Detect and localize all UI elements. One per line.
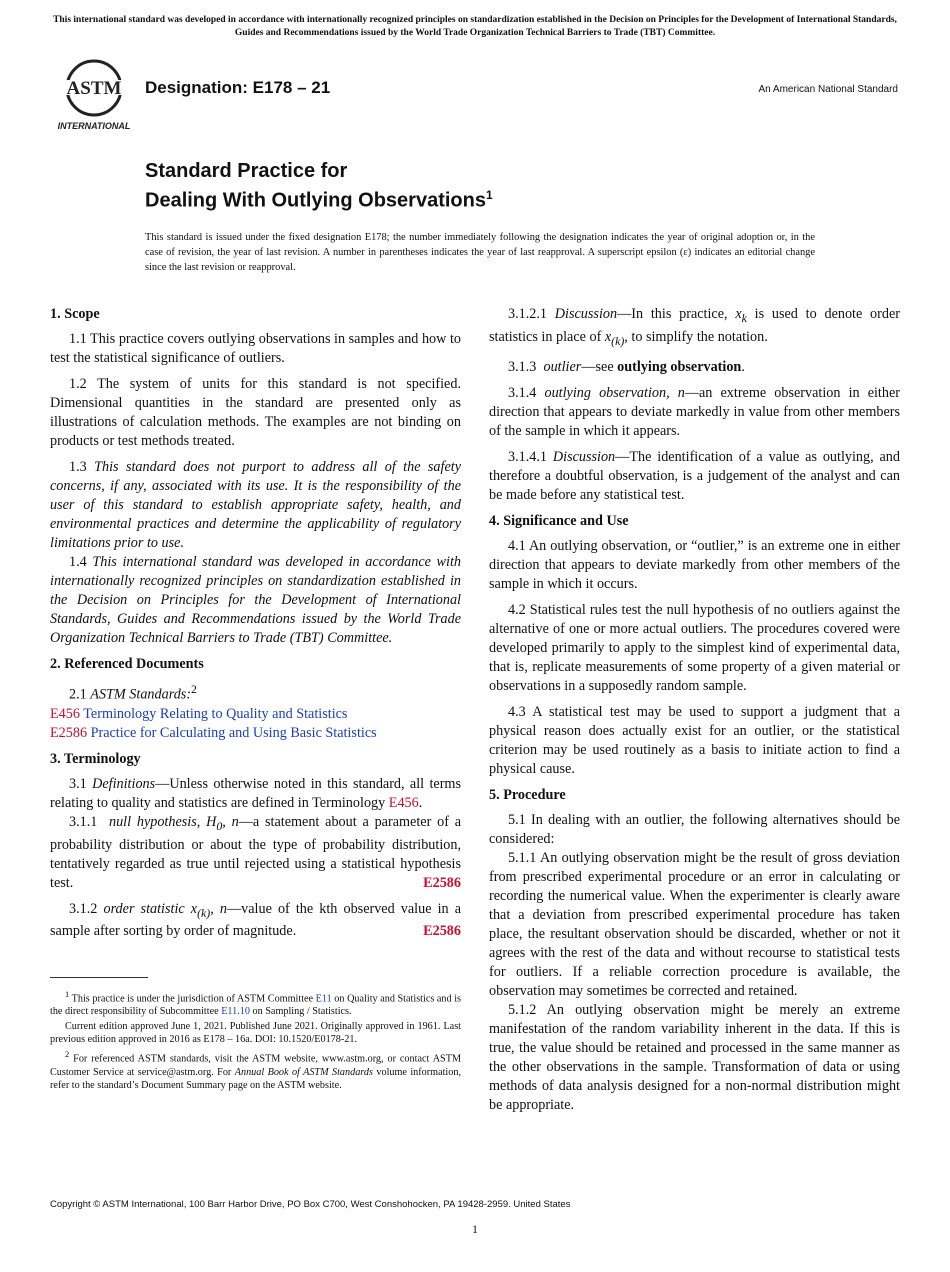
section-1-heading: 1. Scope <box>50 306 100 322</box>
issued-note: This standard is issued under the fixed designation E178; the number immediately following the designation indicates the year of original adoption or, in the case of revision, the year of last revision. A number in parentheses indicates the year of last reapproval. A superscript epsilon (ε) indicates an editorial change since the last revision or reapproval. <box>145 232 815 273</box>
para-5-1: 5.1 In dealing with an outlier, the following alternatives should be considered: <box>489 811 900 847</box>
section-2-heading: 2. Referenced Documents <box>50 656 204 672</box>
para-1-4: 1.4 This international standard was developed in accordance with internationally recognized principles on standardization established in the Decision on Principles for the Development of International Standards, Guides and Recommendations issued by the World Trade Organization Technical Barriers to Trade (TBT) Committee. <box>50 554 461 646</box>
para-3-1-2-1: 3.1.2.1 Discussion—In this practice, $x_k$ is used to denote order statistics in place of $x_{(k)}$, to simplify the notation. <box>489 306 900 348</box>
para-3-1: 3.1 Definitions—Unless otherwise noted in this standard, all terms relating to quality and statistics are defined in Terminology E456. <box>50 775 461 811</box>
para-3-1-3: 3.1.3 outlier—see outlying observation. <box>508 358 745 375</box>
footnotes <box>50 988 461 1094</box>
para-4-1: 4.1 An outlying observation, or “outlier,” is an extreme one in either direction that appears to deviate markedly from other members of the sample in which it occurs. <box>489 537 900 592</box>
logo-text: ASTM <box>66 78 122 99</box>
reference-e456[interactable]: E456 Terminology Relating to Quality and Statistics <box>50 705 348 722</box>
footnote-1: $^1$ This practice is under the jurisdiction of ASTM Committee E11 on Quality and Statistics and is the direct responsibility of Subcommittee E11.10 on Sampling / Statistics. <box>50 989 461 1018</box>
footnote-rule <box>50 977 148 978</box>
top-notice: This international standard was developed in accordance with internationally recognized principles on standardization established in the Decision on Principles for the Development of International Standards, Guides and Recommendations issued by the World Trade Organization Technical Barriers to Trade (TBT) Committee. <box>53 15 897 38</box>
para-5-1-1: 5.1.1 An outlying observation might be the result of gross deviation from prescribed experimental procedure or an error in calculating or recording the numerical value. When the experimenter is clearly aware that a deviation from prescribed experimental procedure has taken place, the resultant observation should be discarded, whether or not it agrees with the rest of the data and without recourse to statistical tests for outliers. If a reliable correction procedure is available, the observation may sometimes be corrected and retained. <box>489 849 900 999</box>
para-3-1-4: 3.1.4 outlying observation, n—an extreme observation in either direction that appears to deviate markedly in value from other members of the sample in which it appears. <box>489 384 900 439</box>
para-1-3: 1.3 This standard does not purport to address all of the safety concerns, if any, associated with its use. It is the responsibility of the user of this standard to establish appropriate safety, health, and environmental practices and determine the applicability of regulatory limitations prior to use. <box>50 459 461 551</box>
title-footnote-mark: 1 <box>485 188 493 202</box>
footnote-2: $^2$ For referenced ASTM standards, visit the ASTM website, www.astm.org, or contact ASTM Customer Service at service@astm.org. For Annual Book of ASTM Standards volume information, refer to the standard’s Document Summary page on the ASTM website. <box>50 1049 461 1091</box>
logo-subtext: INTERNATIONAL <box>57 121 131 131</box>
footnote-1-edition: Current edition approved June 1, 2021. Published June 2021. Originally approved in 1961. Last previous edition approved in 2016 as E178 – 16a. DOI: 10.1520/E0178-21. <box>50 1021 461 1046</box>
astm-logo-icon <box>54 56 134 132</box>
section-5-heading: 5. Procedure <box>489 786 566 803</box>
para-1-1: 1.1 This practice covers outlying observations in samples and how to test the statistical significance of outliers. <box>50 331 461 366</box>
link-e2586[interactable]: E2586 <box>423 874 461 891</box>
national-standard-label: An American National Standard <box>758 84 898 95</box>
page-title <box>145 159 493 213</box>
link-e2586[interactable]: E2586 <box>423 923 461 940</box>
link-e456[interactable]: E456 <box>388 794 419 811</box>
page-number: 1 <box>472 1222 478 1236</box>
designation: Designation: E178 – 21 <box>145 78 331 97</box>
para-4-3: 4.3 A statistical test may be used to support a judgment that a physical reason does actually exist for an outlier, or the statistical criterion may be used routinely as a basis to initiate action to find a physical cause. <box>489 703 900 777</box>
link-e11-10[interactable]: E11.10 <box>221 1006 250 1018</box>
title-line-2: Dealing With Outlying Observations$^1$ <box>145 188 493 212</box>
para-5-1-2: 5.1.2 An outlying observation might be merely an extreme manifestation of the random variability inherent in the data. If this is true, the value should be retained and processed in the same manner as the other observations in the sample. Transformation of data or using methods of data analysis designed for a non-normal distribution might be appropriate. <box>489 1001 900 1113</box>
section-3-heading: 3. Terminology <box>50 750 141 767</box>
para-2-1: 2.1 ASTM Standards:$^2$ <box>69 682 197 703</box>
title-line-1: Standard Practice for <box>145 160 348 182</box>
para-3-1-4-1: 3.1.4.1 Discussion—The identification of a value as outlying, and therefore a doubtful observation, is a judgement of the analyst and can be made before any statistical test. <box>489 448 900 503</box>
para-4-2: 4.2 Statistical rules test the null hypothesis of no outliers against the alternative of one or more actual outliers. The procedures covered were developed primarily to apply to the simplest kind of experimental data, that is, replicate measurements of some property of a given material or observations in a supposedly random sample. <box>489 601 900 694</box>
link-e11[interactable]: E11 <box>315 993 332 1005</box>
left-column <box>50 305 461 948</box>
para-3-1-1: 3.1.1 null hypothesis, $H_0$, n—a statement about a parameter of a probability distribution or about the type of probability distribution, tentatively regarded as true until rejected using a statistical hypothesis test. E2586 <box>50 813 462 891</box>
right-column <box>489 305 900 1115</box>
reference-e2586[interactable]: E2586 Practice for Calculating and Using Basic Statistics <box>50 724 377 741</box>
copyright: Copyright © ASTM International, 100 Barr Harbor Drive, PO Box C700, West Conshohocken, PA 19428-2959. United States <box>50 1199 571 1210</box>
astm-logo <box>54 56 134 132</box>
para-1-2: 1.2 The system of units for this standard is not specified. Dimensional quantities in the standard are presented only as illustrations of calculation methods. The examples are not binding on products or test methods treated. <box>50 376 461 449</box>
section-4-heading: 4. Significance and Use <box>489 512 629 529</box>
para-3-1-2: 3.1.2 order statistic $x_{(k)}$, n—value of the kth observed value in a sample after sorting by order of magnitude. E2586 <box>50 900 462 940</box>
